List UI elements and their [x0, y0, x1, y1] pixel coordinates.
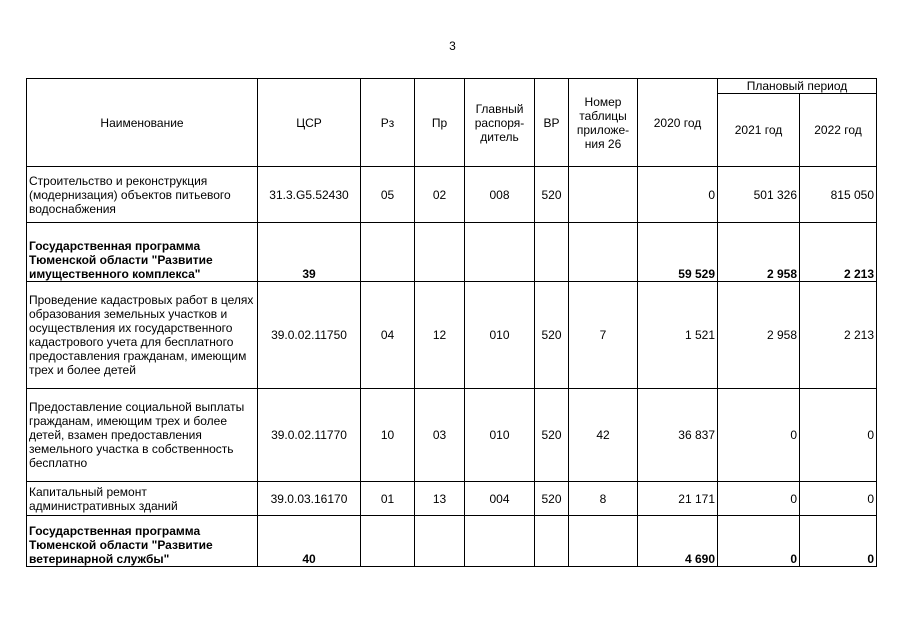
header-main-manager: Главный распоря-дитель: [465, 79, 535, 167]
row-gr: 008: [465, 167, 535, 223]
row-vr: 520: [535, 282, 569, 389]
row-tn: 7: [569, 282, 638, 389]
header-csr: ЦСР: [258, 79, 361, 167]
row-rz: 05: [361, 167, 415, 223]
row-2021: 0: [718, 389, 800, 482]
row-2021: 501 326: [718, 167, 800, 223]
row-2022: 0: [800, 482, 877, 516]
row-pr: [415, 516, 465, 567]
row-name: Капитальный ремонт административных зданий: [27, 482, 258, 516]
row-2022: 0: [800, 389, 877, 482]
row-2021: 0: [718, 482, 800, 516]
row-rz: [361, 223, 415, 282]
table-row: [27, 482, 877, 516]
row-csr: 39: [258, 223, 361, 282]
row-gr: 010: [465, 282, 535, 389]
row-name: Государственная программа Тюменской области "Развитие имущественного комплекса": [27, 223, 258, 282]
row-tn: 8: [569, 482, 638, 516]
row-2020: 36 837: [638, 389, 718, 482]
row-tn: [569, 167, 638, 223]
row-2021: 0: [718, 516, 800, 567]
table-row: [27, 389, 877, 482]
row-vr: [535, 223, 569, 282]
header-pr: Пр: [415, 79, 465, 167]
row-vr: [535, 516, 569, 567]
row-rz: 01: [361, 482, 415, 516]
row-csr: 39.0.02.11750: [258, 282, 361, 389]
row-2020: 1 521: [638, 282, 718, 389]
row-2022: 2 213: [800, 282, 877, 389]
row-vr: 520: [535, 389, 569, 482]
header-planned-period: Плановый период: [718, 79, 877, 94]
row-pr: 12: [415, 282, 465, 389]
row-2020: 4 690: [638, 516, 718, 567]
row-2022: 815 050: [800, 167, 877, 223]
row-tn: [569, 516, 638, 567]
header-2021: 2021 год: [718, 94, 800, 167]
row-vr: 520: [535, 167, 569, 223]
row-pr: 02: [415, 167, 465, 223]
row-2021: 2 958: [718, 282, 800, 389]
header-2020: 2020 год: [638, 79, 718, 167]
row-pr: 13: [415, 482, 465, 516]
header-vr: ВР: [535, 79, 569, 167]
row-2020: 59 529: [638, 223, 718, 282]
row-2020: 21 171: [638, 482, 718, 516]
header-rz: Рз: [361, 79, 415, 167]
table-row: [27, 282, 877, 389]
row-rz: 10: [361, 389, 415, 482]
row-csr: 31.3.G5.52430: [258, 167, 361, 223]
row-pr: 03: [415, 389, 465, 482]
row-name: Государственная программа Тюменской области "Развитие ветеринарной службы": [27, 516, 258, 567]
row-2022: 2 213: [800, 223, 877, 282]
table-row: [27, 516, 877, 567]
row-2021: 2 958: [718, 223, 800, 282]
header-2022: 2022 год: [800, 94, 877, 167]
row-csr: 39.0.02.11770: [258, 389, 361, 482]
row-gr: [465, 516, 535, 567]
row-rz: [361, 516, 415, 567]
header-name: Наименование: [27, 79, 258, 167]
header-table-number: Номер таблицы приложе-ния 26: [569, 79, 638, 167]
budget-table: [26, 78, 877, 567]
row-rz: 04: [361, 282, 415, 389]
row-gr: 010: [465, 389, 535, 482]
row-name: Предоставление социальной выплаты гражданам, имеющим трех и более детей, взамен предоставления земельного участка в собственность бесплатно: [27, 389, 258, 482]
row-pr: [415, 223, 465, 282]
row-gr: 004: [465, 482, 535, 516]
table-row: [27, 223, 877, 282]
row-csr: 39.0.03.16170: [258, 482, 361, 516]
row-name: Проведение кадастровых работ в целях образования земельных участков и осуществления их государственного кадастрового учета для бесплатного предоставления гражданам, имеющим трех и более детей: [27, 282, 258, 389]
row-tn: 42: [569, 389, 638, 482]
row-2022: 0: [800, 516, 877, 567]
row-csr: 40: [258, 516, 361, 567]
row-2020: 0: [638, 167, 718, 223]
table-row: [27, 167, 877, 223]
row-gr: [465, 223, 535, 282]
row-vr: 520: [535, 482, 569, 516]
row-tn: [569, 223, 638, 282]
page-number: 3: [449, 39, 456, 53]
row-name: Строительство и реконструкция (модернизация) объектов питьевого водоснабжения: [27, 167, 258, 223]
